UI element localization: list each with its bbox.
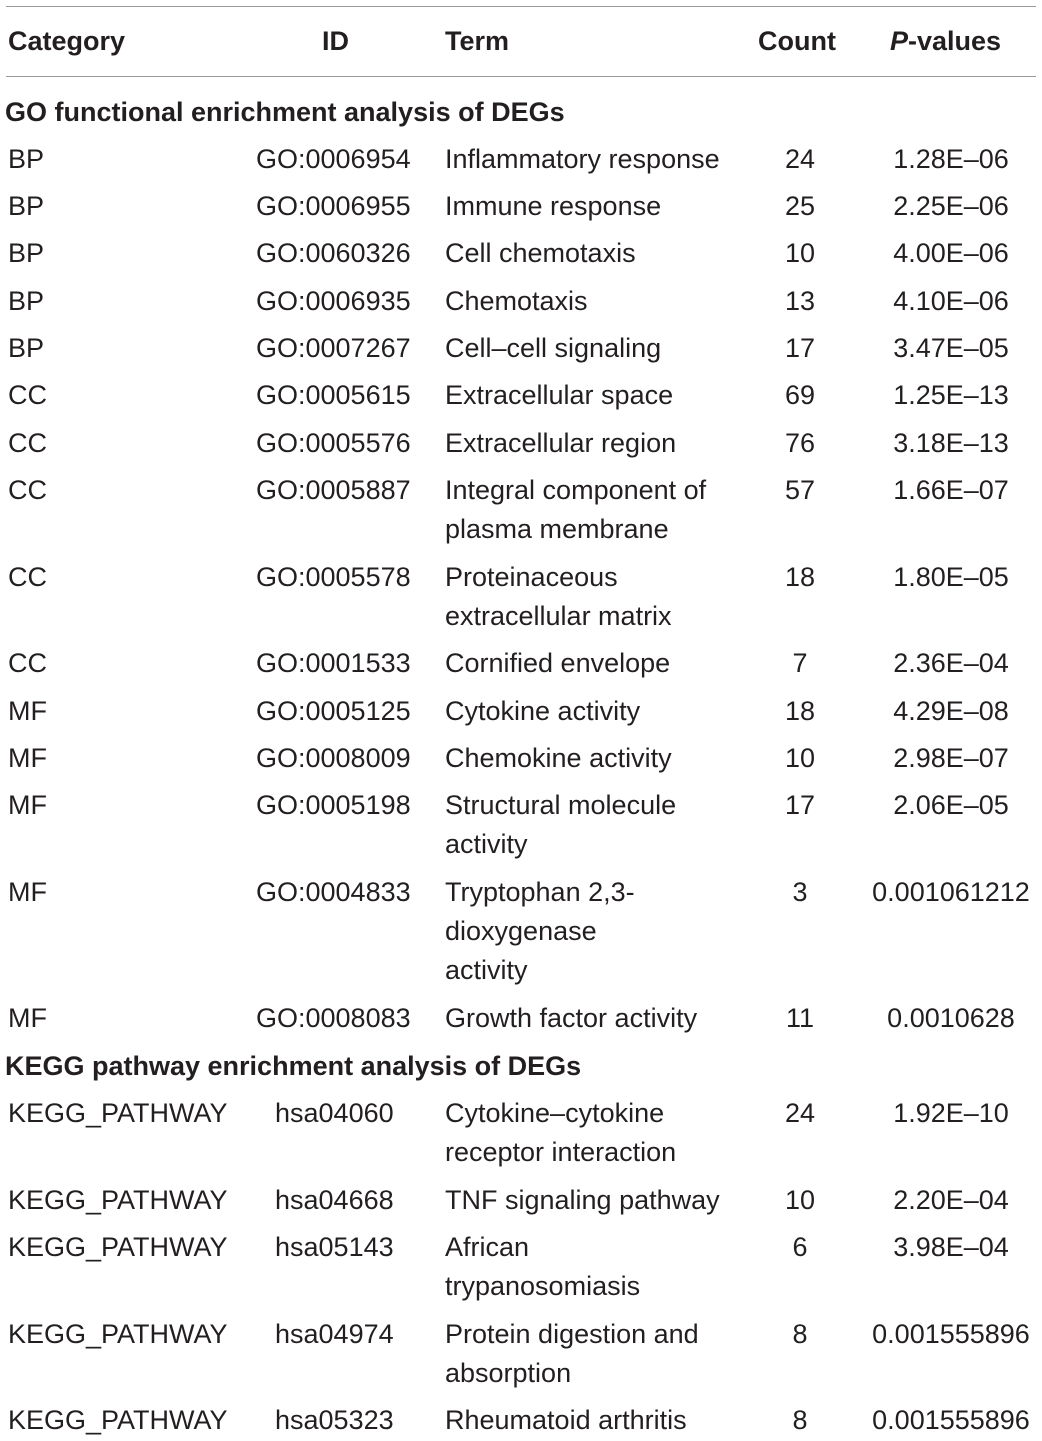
- cell-id: GO:0006955: [256, 191, 411, 221]
- header-term: Term: [445, 26, 510, 56]
- cell-category: BP: [8, 144, 45, 174]
- cell-term: Cornified envelope: [445, 648, 671, 678]
- cell-term: Protein digestion and absorption: [445, 1319, 699, 1388]
- cell-id: GO:0005615: [256, 380, 411, 410]
- cell-term: Chemokine activity: [445, 743, 672, 773]
- cell-p-value: 0.001555896: [872, 1319, 1030, 1349]
- cell-p-value: 1.28E–06: [893, 144, 1009, 174]
- cell-count: 17: [784, 333, 816, 363]
- cell-id: hsa05143: [275, 1232, 394, 1262]
- cell-id: GO:0001533: [256, 648, 411, 678]
- cell-category: KEGG_PATHWAY: [8, 1319, 228, 1349]
- cell-term: Cytokine activity: [445, 696, 641, 726]
- cell-count: 76: [784, 428, 816, 458]
- cell-count: 7: [792, 648, 808, 678]
- cell-id: GO:0005198: [256, 790, 411, 820]
- cell-category: BP: [8, 286, 45, 316]
- cell-term: Extracellular region: [445, 428, 677, 458]
- cell-category: CC: [8, 475, 47, 505]
- cell-p-value: 1.92E–10: [893, 1098, 1009, 1128]
- cell-id: GO:0060326: [256, 238, 411, 268]
- cell-category: MF: [8, 696, 47, 726]
- cell-category: MF: [8, 877, 47, 907]
- cell-term: Cell chemotaxis: [445, 238, 636, 268]
- cell-term: African trypanosomiasis: [445, 1232, 641, 1301]
- cell-id: GO:0008083: [256, 1003, 411, 1033]
- cell-term: Proteinaceous extracellular matrix: [445, 562, 672, 631]
- cell-term: Inflammatory response: [445, 144, 720, 174]
- cell-term: Extracellular space: [445, 380, 674, 410]
- cell-term: Cell–cell signaling: [445, 333, 662, 363]
- cell-p-value: 0.001555896: [872, 1405, 1030, 1435]
- cell-term: Integral component of plasma membrane: [445, 475, 707, 544]
- cell-term: Tryptophan 2,3-dioxygenase activity: [445, 877, 635, 985]
- cell-term: Cytokine–cytokine receptor interaction: [445, 1098, 677, 1167]
- cell-category: KEGG_PATHWAY: [8, 1098, 228, 1128]
- cell-p-value: 2.20E–04: [893, 1185, 1009, 1215]
- cell-p-value: 3.98E–04: [893, 1232, 1009, 1262]
- cell-term: Structural molecule activity: [445, 790, 677, 859]
- cell-id: GO:0007267: [256, 333, 411, 363]
- cell-p-value: 3.47E–05: [893, 333, 1009, 363]
- cell-term: Chemotaxis: [445, 286, 588, 316]
- cell-id: hsa04668: [275, 1185, 394, 1215]
- cell-id: GO:0004833: [256, 877, 411, 907]
- cell-category: BP: [8, 238, 45, 268]
- cell-category: KEGG_PATHWAY: [8, 1405, 228, 1435]
- cell-category: MF: [8, 790, 47, 820]
- cell-count: 13: [784, 286, 816, 316]
- cell-count: 18: [784, 696, 816, 726]
- cell-p-value: 4.10E–06: [893, 286, 1009, 316]
- section-title-kegg: KEGG pathway enrichment analysis of DEGs: [5, 1051, 582, 1081]
- cell-p-value: 2.06E–05: [893, 790, 1009, 820]
- cell-p-value: 2.98E–07: [893, 743, 1009, 773]
- cell-count: 25: [784, 191, 816, 221]
- cell-count: 6: [792, 1232, 808, 1262]
- cell-category: CC: [8, 428, 47, 458]
- cell-count: 8: [792, 1319, 808, 1349]
- cell-category: BP: [8, 191, 45, 221]
- cell-count: 69: [784, 380, 816, 410]
- cell-term: Immune response: [445, 191, 662, 221]
- cell-count: 24: [784, 144, 816, 174]
- cell-category: MF: [8, 743, 47, 773]
- cell-p-value: 4.29E–08: [893, 696, 1009, 726]
- cell-p-value: 0.001061212: [872, 877, 1030, 907]
- header-rule: [6, 76, 1036, 77]
- header-count: Count: [758, 26, 836, 56]
- cell-count: 11: [785, 1003, 815, 1033]
- cell-id: GO:0006935: [256, 286, 411, 316]
- cell-p-value: 0.0010628: [887, 1003, 1015, 1033]
- cell-p-value: 4.00E–06: [893, 238, 1009, 268]
- table-top-rule: [6, 6, 1036, 7]
- header-category: Category: [8, 26, 126, 56]
- cell-count: 18: [784, 562, 816, 592]
- cell-category: KEGG_PATHWAY: [8, 1185, 228, 1215]
- cell-p-value: 2.25E–06: [893, 191, 1009, 221]
- cell-count: 10: [784, 238, 816, 268]
- header-p-suffix: -values: [908, 26, 1002, 56]
- cell-category: MF: [8, 1003, 47, 1033]
- header-p-italic: P: [890, 26, 909, 56]
- cell-count: 24: [784, 1098, 816, 1128]
- cell-id: GO:0008009: [256, 743, 411, 773]
- cell-count: 57: [784, 475, 816, 505]
- header-p-values: [890, 22, 1001, 61]
- cell-id: hsa04060: [275, 1098, 394, 1128]
- cell-category: CC: [8, 648, 47, 678]
- cell-term: Growth factor activity: [445, 1003, 698, 1033]
- cell-p-value: 1.66E–07: [893, 475, 1009, 505]
- cell-count: 3: [792, 877, 808, 907]
- cell-p-value: 3.18E–13: [893, 428, 1009, 458]
- cell-id: GO:0005576: [256, 428, 411, 458]
- cell-count: 17: [784, 790, 816, 820]
- cell-p-value: 2.36E–04: [893, 648, 1009, 678]
- cell-term: Rheumatoid arthritis: [445, 1405, 687, 1435]
- cell-category: BP: [8, 333, 45, 363]
- section-title-go: GO functional enrichment analysis of DEGs: [5, 97, 565, 127]
- header-id: ID: [322, 26, 349, 56]
- cell-p-value: 1.25E–13: [893, 380, 1009, 410]
- cell-category: CC: [8, 562, 47, 592]
- cell-count: 10: [784, 1185, 816, 1215]
- cell-id: GO:0006954: [256, 144, 411, 174]
- cell-p-value: 1.80E–05: [893, 562, 1009, 592]
- cell-category: CC: [8, 380, 47, 410]
- cell-id: GO:0005578: [256, 562, 411, 592]
- cell-id: GO:0005125: [256, 696, 411, 726]
- cell-term: TNF signaling pathway: [445, 1185, 720, 1215]
- cell-id: hsa04974: [275, 1319, 394, 1349]
- cell-count: 10: [784, 743, 816, 773]
- cell-count: 8: [792, 1405, 808, 1435]
- cell-id: hsa05323: [275, 1405, 394, 1435]
- cell-id: GO:0005887: [256, 475, 411, 505]
- cell-category: KEGG_PATHWAY: [8, 1232, 228, 1262]
